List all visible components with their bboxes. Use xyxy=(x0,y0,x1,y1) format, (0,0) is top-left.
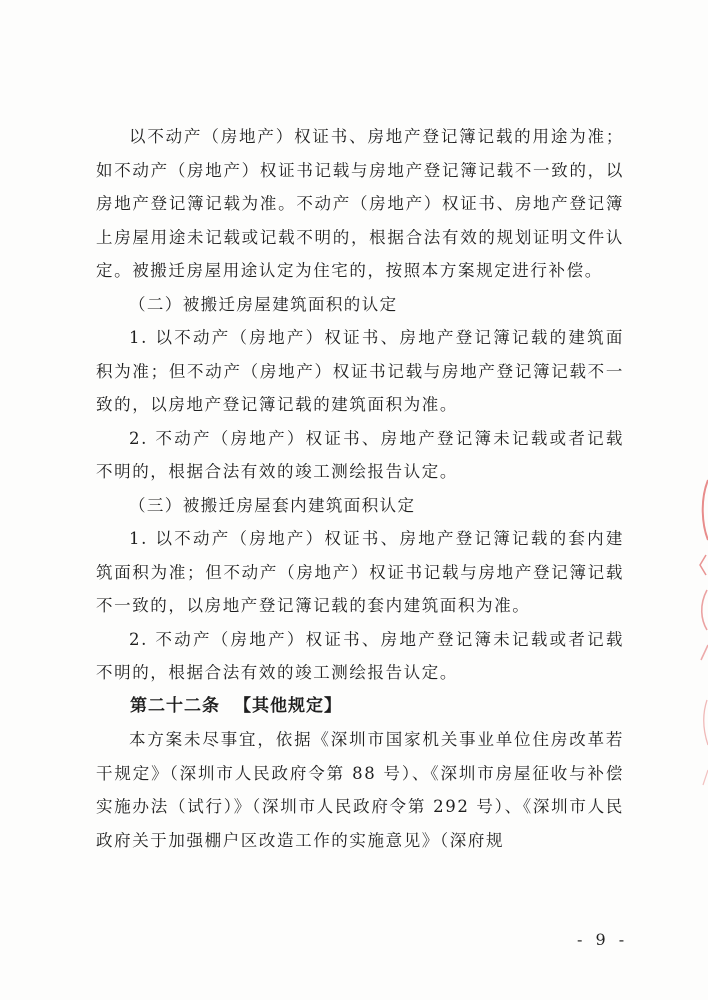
document-body xyxy=(96,120,624,857)
section-heading-building-area: （二）被搬迁房屋建筑面积的认定 xyxy=(129,294,398,314)
paragraph-usage-determination: 以不动产（房地产）权证书、房地产登记簿记载的用途为准；如不动产（房地产）权证书记载与房地产登记簿记载不一致的，以房地产登记簿记载为准。不动产（房地产）权证书、房地产登记簿上房屋用途未记载或记载不明的，根据合法有效的规划证明文件认定。被搬迁房屋用途认定为住宅的，按照本方案规定进行补偿。 xyxy=(96,127,624,280)
paragraph-building-area-item-2: 2. 不动产（房地产）权证书、房地产登记簿未记载或者记载不明的，根据合法有效的竣工测绘报告认定。 xyxy=(96,428,624,481)
paragraph-inner-area-item-2: 2. 不动产（房地产）权证书、房地产登记簿未记载或者记载不明的，根据合法有效的竣工测绘报告认定。 xyxy=(96,629,624,682)
paragraph-other-provisions: 本方案未尽事宜，依据《深圳市国家机关事业单位住房改革若干规定》（深圳市人民政府令第 88 号）、《深圳市房屋征收与补偿实施办法（试行）》（深圳市人民政府令第 292 号）、《深圳市人民政府关于加强棚户区改造工作的实施意见》（深府规 xyxy=(96,730,624,850)
paragraph-building-area-item-1: 1. 以不动产（房地产）权证书、房地产登记簿记载的建筑面积为准；但不动产（房地产）权证书记载与房地产登记簿记载不一致的，以房地产登记簿记载的建筑面积为准。 xyxy=(96,328,624,414)
seal-stamp-edge xyxy=(696,470,708,800)
page-number: - 9 - xyxy=(577,930,629,949)
article-number: 第二十二条 xyxy=(130,695,220,716)
section-heading-inner-area: （三）被搬迁房屋套内建筑面积认定 xyxy=(129,495,416,515)
paragraph-inner-area-item-1: 1. 以不动产（房地产）权证书、房地产登记簿记载的套内建筑面积为准；但不动产（房地产）权证书记载与房地产登记簿记载不一致的，以房地产登记簿记载的套内建筑面积为准。 xyxy=(96,529,624,615)
article-22-heading xyxy=(96,690,624,724)
article-title: 【其他规定】 xyxy=(234,695,342,716)
